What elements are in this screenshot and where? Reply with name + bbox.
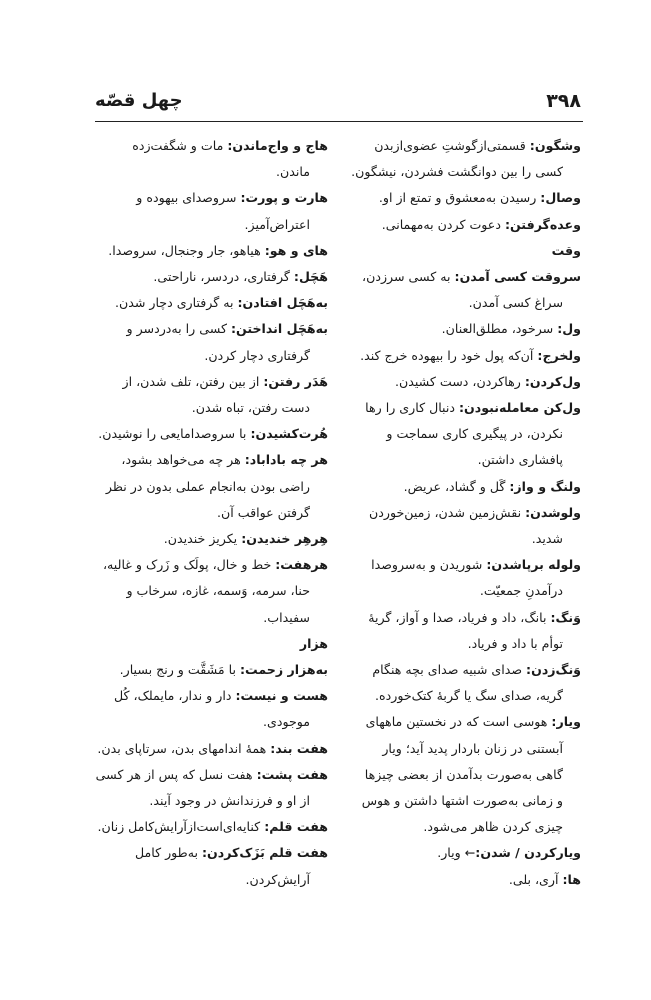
- entry-continuation-line: حنا، سرمه، وَسمه، غازه، سرخاب و: [126, 583, 310, 599]
- entry-first-line: [343, 212, 581, 238]
- entry-headword: ویار:: [551, 714, 581, 730]
- dictionary-entry: [343, 185, 581, 211]
- entry-continuation-line: چیزی کردن ظاهر می‌شود.: [423, 819, 563, 835]
- entry-headword: هُرت‌کشیدن:: [250, 426, 328, 442]
- entry-definition: آری، بلی.: [508, 871, 563, 887]
- entry-definition: قسمتی‌ازگوشتِ عضوی‌ازبدن: [374, 138, 530, 153]
- entry-headword: هرهفت:: [275, 557, 328, 573]
- dictionary-entry: [343, 343, 581, 369]
- dictionary-entry: [343, 264, 581, 316]
- dictionary-entry: [90, 736, 328, 762]
- entry-definition: هفت نسل که پس از هر کسی: [95, 766, 257, 782]
- entry-first-line: [343, 657, 581, 683]
- entry-continuation-line: کسی را بین دوانگشت فشردن، نیشگون.: [351, 164, 563, 180]
- dictionary-entry: [90, 683, 328, 735]
- entry-headword: به‌هَچَل افتادن:: [237, 295, 328, 311]
- entry-continuation-line: سفیداب.: [263, 609, 310, 625]
- entry-headword: هاج و واج‌ماندن:: [227, 138, 328, 153]
- dictionary-entry: [343, 500, 581, 552]
- entry-first-line: [343, 474, 581, 500]
- entry-first-line: [343, 605, 581, 631]
- dictionary-entry: [343, 657, 581, 709]
- dictionary-entry: [90, 185, 328, 237]
- entry-definition: شوریدن و به‌سروصدا: [371, 557, 487, 573]
- entry-definition: با سروصدامایعی را نوشیدن.: [98, 426, 251, 442]
- entry-headword: به‌هزار زحمت:: [239, 662, 328, 678]
- entry-first-line: [343, 133, 581, 159]
- entry-headword: وعده‌گرفتن:: [504, 216, 581, 232]
- entry-headword: هر چه باداباد:: [244, 452, 328, 468]
- entry-first-line: [343, 343, 581, 369]
- entry-continuation-line: گرفتاری دچار کردن.: [204, 347, 310, 363]
- entry-definition: دار و ندار، مایملک، کُل: [114, 688, 236, 704]
- dictionary-entry: [343, 709, 581, 840]
- entry-headword: هفت پشت:: [256, 766, 328, 782]
- entry-headword: وَنگ:: [550, 609, 581, 625]
- page-number: ۳۹۸: [546, 90, 581, 112]
- entry-definition: به‌طور کامل: [134, 845, 202, 861]
- dictionary-entry: [90, 264, 328, 290]
- entry-first-line: [343, 840, 581, 866]
- entry-first-line: [90, 840, 328, 866]
- entry-definition: خط و خال، پولَک و زَرک و غالیه،: [102, 557, 276, 573]
- entry-definition: از بین رفتن، تلف شدن، از: [122, 373, 264, 389]
- entry-headword: ول‌کردن:: [524, 373, 581, 389]
- entry-headword: هفت قلم بَزَک‌کردن:: [201, 845, 328, 861]
- dictionary-entry: [90, 552, 328, 631]
- dictionary-entry: [90, 657, 328, 683]
- entry-continuation-line: گرفتن عواقب آن.: [216, 504, 310, 520]
- entry-headword: هفت بند:: [270, 740, 328, 756]
- entry-first-line: [90, 238, 328, 264]
- dictionary-entry: [90, 369, 328, 421]
- entry-definition: آن‌که پول خود را بیهوده خرج کند.: [360, 347, 538, 363]
- entry-first-line: [90, 657, 328, 683]
- entry-first-line: [343, 316, 581, 342]
- entry-headword: ویارکردن / شدن:: [475, 845, 581, 861]
- entry-headword: هَچَل:: [293, 269, 328, 285]
- entry-continuation-line: ماندن.: [276, 164, 310, 180]
- entry-headword: هَدَر رفتن:: [263, 373, 328, 389]
- entry-definition: همهٔ اندامهای بدن، سرتاپای بدن.: [97, 740, 271, 756]
- entry-definition: هر چه می‌خواهد بشود،: [121, 452, 245, 468]
- entry-definition: کنایه‌ای‌است‌ازآرایش‌کامل زنان.: [97, 819, 265, 835]
- entry-headword: وصال:: [540, 190, 581, 206]
- entry-first-line: [90, 133, 328, 159]
- dictionary-entry: [343, 840, 581, 866]
- entry-continuation-line: پافشاری داشتن.: [477, 452, 563, 468]
- entry-definition: هیاهو، جار وجنجال، سروصدا.: [108, 242, 265, 258]
- entry-definition: گَل و گشاد، عریض.: [403, 478, 510, 494]
- entry-continuation-line: توأم با داد و فریاد.: [467, 635, 563, 651]
- dictionary-entry: [343, 605, 581, 657]
- entry-continuation-line: و زمانی به‌صورت اشتها داشتن و هوس: [361, 793, 563, 809]
- entry-first-line: [90, 814, 328, 840]
- entry-headword: هست و نیست:: [235, 688, 328, 704]
- entry-definition: صدای شبیه صدای بچه هنگام: [372, 662, 527, 678]
- entry-definition: رهاکردن، دست کشیدن.: [394, 373, 525, 389]
- right-column: [343, 133, 581, 893]
- entry-definition: رسیدن به‌معشوق و تمتع از او.: [378, 190, 541, 206]
- dictionary-entry: [90, 762, 328, 814]
- entry-first-line: [90, 683, 328, 709]
- entry-headword: سروقت کسی آمدن:: [454, 269, 581, 285]
- entry-headword: ولوشدن:: [525, 504, 581, 520]
- entry-definition: به کسی سرزدن،: [362, 269, 455, 285]
- entry-definition: سرخود، مطلق‌العنان.: [441, 321, 558, 337]
- entry-first-line: [343, 867, 581, 893]
- entry-first-line: [90, 185, 328, 211]
- entry-headword: وَنگ‌زدن:: [526, 662, 581, 678]
- entry-headword: به‌هَچَل انداختن:: [230, 321, 328, 337]
- entry-definition: به گرفتاری دچار شدن.: [114, 295, 238, 311]
- entry-first-line: [343, 500, 581, 526]
- left-column: [90, 133, 328, 893]
- entry-continuation-line: اعتراض‌آمیز.: [244, 216, 310, 232]
- entry-first-line: [90, 369, 328, 395]
- section-heading: هزار: [299, 635, 328, 651]
- entry-headword: ولخرج:: [537, 347, 581, 363]
- dictionary-entry: [90, 814, 328, 840]
- dictionary-entry: [343, 133, 581, 185]
- entry-definition: سروصدای بیهوده و: [136, 190, 241, 206]
- dictionary-entry: [90, 316, 328, 368]
- entry-continuation-line: آبستنی در زنان باردار پدید آید؛ ویار: [382, 740, 563, 756]
- dictionary-entry: [343, 474, 581, 500]
- entry-definition: یکریز خندیدن.: [163, 531, 242, 547]
- entry-headword: ولوله برپاشدن:: [486, 557, 581, 573]
- entry-continuation-line: نکردن، در پیگیری کاری سماجت و: [386, 426, 563, 442]
- entry-first-line: [90, 447, 328, 473]
- entry-definition: کسی را به‌دردسر و: [126, 321, 231, 337]
- dictionary-entry: [90, 133, 328, 185]
- entry-definition: با مَشَقَّت و رنج بسیار.: [119, 662, 240, 678]
- entry-continuation-line: آرایش‌کردن.: [245, 871, 310, 887]
- entry-first-line: [90, 526, 328, 552]
- entry-definition: دنبال کاری را رها: [365, 400, 459, 416]
- entry-headword: های و هو:: [264, 242, 328, 258]
- dictionary-entry: [90, 526, 328, 552]
- page-header: [95, 88, 581, 118]
- entry-first-line: [343, 264, 581, 290]
- entry-continuation-line: گریه، صدای سگ یا گربهٔ کتک‌خورده.: [375, 688, 563, 704]
- entry-first-line: [343, 552, 581, 578]
- dictionary-entry: [343, 552, 581, 604]
- entry-headword: هِرهِر خندیدن:: [241, 531, 328, 547]
- entry-first-line: [90, 736, 328, 762]
- entry-continuation-line: شدید.: [531, 531, 563, 547]
- book-title: چهل قصّه: [95, 90, 183, 111]
- entry-first-line: [90, 552, 328, 578]
- entry-definition: دعوت کردن به‌مهمانی.: [381, 216, 505, 232]
- entry-continuation-line: از او و فرزندانش در وجود آیند.: [149, 793, 310, 809]
- entry-definition: ← ویار.: [437, 845, 476, 861]
- entry-continuation-line: موجودی.: [262, 714, 310, 730]
- entry-first-line: [343, 369, 581, 395]
- entry-first-line: [343, 395, 581, 421]
- entry-first-line: [90, 762, 328, 788]
- entry-headword: هارت و پورت:: [240, 190, 328, 206]
- dictionary-entry: [343, 212, 581, 238]
- entry-definition: نقش‌زمین شدن، زمین‌خوردن: [369, 504, 526, 520]
- entry-definition: گرفتاری، دردسر، ناراحتی.: [153, 269, 294, 285]
- entry-continuation-line: سراغ کسی آمدن.: [468, 295, 563, 311]
- dictionary-entry: [343, 395, 581, 474]
- entry-headword: ول:: [557, 321, 581, 337]
- entry-first-line: [90, 421, 328, 447]
- entry-first-line: [90, 316, 328, 342]
- entry-continuation-line: راضی بودن به‌انجام عملی بدون در نظر: [105, 478, 310, 494]
- dictionary-entry: [90, 447, 328, 526]
- entry-continuation-line: گاهی به‌صورت بدآمدن از بعضی چیزها: [364, 766, 563, 782]
- entry-headword: ها:: [562, 871, 581, 887]
- entry-first-line: [90, 290, 328, 316]
- dictionary-entry: [90, 290, 328, 316]
- entry-definition: هوسی است که در نخستین ماههای: [365, 714, 552, 730]
- dictionary-entry: [343, 316, 581, 342]
- header-rule: [95, 121, 583, 122]
- dictionary-entry: [90, 238, 328, 264]
- dictionary-entry: [90, 421, 328, 447]
- entry-headword: هفت قلم:: [264, 819, 328, 835]
- entry-continuation-line: درآمدنِ جمعیّت.: [479, 583, 563, 599]
- entry-headword: ولنگ و واز:: [509, 478, 581, 494]
- dictionary-entry: [343, 867, 581, 893]
- entry-definition: بانگ، داد و فریاد، صدا و آواز، گریهٔ: [368, 609, 551, 625]
- dictionary-entry: [343, 369, 581, 395]
- entry-definition: مات و شگفت‌زده: [132, 138, 228, 153]
- dictionary-entry: [90, 840, 328, 892]
- entry-headword: وشگون:: [529, 138, 581, 153]
- entry-first-line: [343, 185, 581, 211]
- section-heading: وقت: [551, 242, 581, 258]
- entry-first-line: [343, 709, 581, 735]
- entry-continuation-line: دست رفتن، تباه شدن.: [191, 400, 310, 416]
- entry-headword: ول‌کن معامله‌نبودن:: [458, 400, 581, 416]
- entry-first-line: [90, 264, 328, 290]
